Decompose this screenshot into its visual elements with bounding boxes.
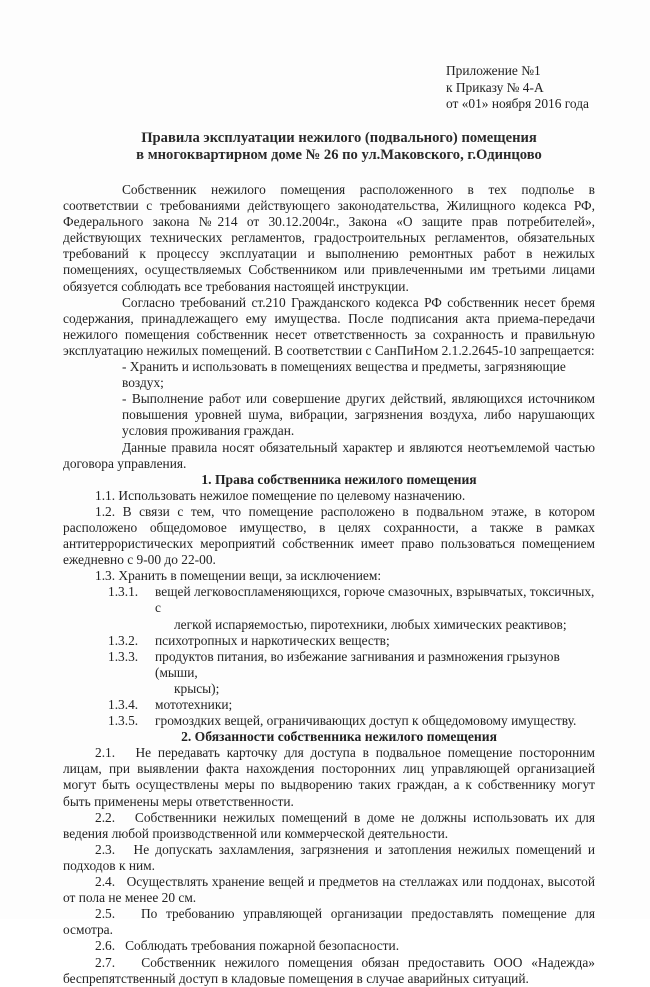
subitem-text: продуктов питания, во избежание загнивания и размножения грызунов (мыши,	[155, 648, 560, 680]
document-title	[0, 130, 650, 163]
subitem-text: громоздких вещей, ограничивающих доступ к общедомовому имуществу.	[155, 713, 577, 729]
subitem-number: 1.3.3.	[108, 648, 139, 664]
intro-paragraph-2: Согласно требований ст.210 Гражданского кодекса РФ собственник несет бремя содержания, принадлежащего ему имущества. После подписания акта приема-передачи нежилого помещения собственник несет ответственность за сохранность и правильную эксплуатацию нежилых помещений. В соответствии с СанПиНом 2.1.2.2645-10 запрещается:	[63, 294, 595, 358]
section-1-heading: 1. Права собственника нежилого помещения	[201, 471, 477, 487]
subitem-number: 1.3.2.	[108, 632, 139, 648]
prohibition-item-2: - Выполнение работ или совершение других действий, являющихся источником повышения уровней шума, вибрации, загрязнения воздуха, либо нарушающих условия проживания граждан.	[122, 391, 595, 439]
subitem	[63, 584, 595, 616]
subitem-continuation: легкой испаряемостью, пиротехники, любых химических реактивов;	[174, 616, 567, 632]
subitem	[63, 633, 595, 649]
section-1-item: 1.1. Использовать нежилое помещение по целевому назначению.	[95, 487, 466, 503]
title-line-2: в многоквартирном доме № 26 по ул.Маковского, г.Одинцово	[136, 146, 542, 163]
section-2-item: 2.6. Соблюдать требования пожарной безопасности.	[95, 938, 400, 954]
section-1-item: 1.2. В связи с тем, что помещение расположено в подвальном этаже, в котором расположено общедомовое имущество, в целях сохранности, а также в рамках антитеррористических мероприятий собственник имеет право пользоваться помещением ежедневно с 9-00 до 22-00.	[63, 503, 595, 568]
section-2-item: 2.1. Не передавать карточку для доступа в подвальное помещение посторонним лицам, при выявлении факта нахождения посторонних лиц управляющей организацией могут быть осуществлены меры по выдворению таких граждан, а к собственнику могут быть применены меры ответственности.	[63, 745, 599, 809]
appendix-date: от «01» ноября 2016 года	[446, 96, 589, 111]
subitem-number: 1.3.4.	[108, 697, 139, 712]
appendix-number: Приложение №1	[446, 63, 541, 78]
section-2-heading: 2. Обязанности собственника нежилого помещения	[181, 729, 497, 745]
section-2-item: 2.2. Собственники нежилых помещений в доме не должны использовать их для ведения любой производственной или коммерческой деятельности.	[63, 809, 599, 841]
subitem-text: мототехники;	[155, 697, 233, 712]
intro-paragraph-1: Собственник нежилого помещения расположенного в тех подполье в соответствии с требованиями действующего законодательства, Жилищного кодекса РФ, Федерального закона №214 от 30.12.2004г., Закона «О защите прав потребителей», действующих технических регламентов, градостроительных регламентов, обязательных требований к процессу эксплуатации и выполнению ремонтных работ в нежилых помещениях, осуществляемых Собственником или привлеченными им третьими лицами обязуется соблюдать все требования настоящей инструкции.	[63, 182, 595, 294]
subitem	[63, 697, 595, 713]
section-1-item: 1.3. Хранить в помещении вещи, за исключением:	[95, 568, 382, 584]
appendix-order: к Приказу № 4-А	[446, 79, 544, 95]
section-2-item: 2.5. По требованию управляющей организации предоставлять помещение для осмотра.	[63, 906, 599, 938]
title-line-1: Правила эксплуатации нежилого (подвального) помещения	[141, 130, 537, 146]
subitem-text: психотропных и наркотических веществ;	[155, 632, 390, 648]
subitem-number: 1.3.5.	[108, 713, 139, 729]
section-2-item: 2.7. Собственник нежилого помещения обязан предоставить ООО «Надежда» беспрепятственный доступ в кладовые помещения в случае аварийных ситуаций.	[63, 954, 599, 986]
subitem-text: вещей легковоспламеняющихся, горюче смазочных, взрывчатых, токсичных, с	[155, 584, 595, 616]
subitem-continuation: крысы);	[174, 680, 220, 696]
section-2-item: 2.3. Не допускать захламления, загрязнения и затопления нежилых помещений и подходов к ним.	[63, 841, 599, 873]
prohibition-item-1: - Хранить и использовать в помещениях вещества и предметы, загрязняющие воздух;	[122, 359, 566, 391]
section-2-item: 2.4. Осуществлять хранение вещей и предметов на стеллажах или поддонах, высотой от пола не менее 20 см.	[63, 874, 599, 906]
subitem	[63, 713, 595, 729]
subitem	[63, 649, 595, 681]
intro-paragraph-3: Данные правила носят обязательный характер и являются неотъемлемой частью договора управления.	[63, 439, 595, 471]
document-body	[63, 182, 599, 987]
appendix-header	[446, 63, 589, 113]
subitem-number: 1.3.1.	[108, 584, 139, 600]
